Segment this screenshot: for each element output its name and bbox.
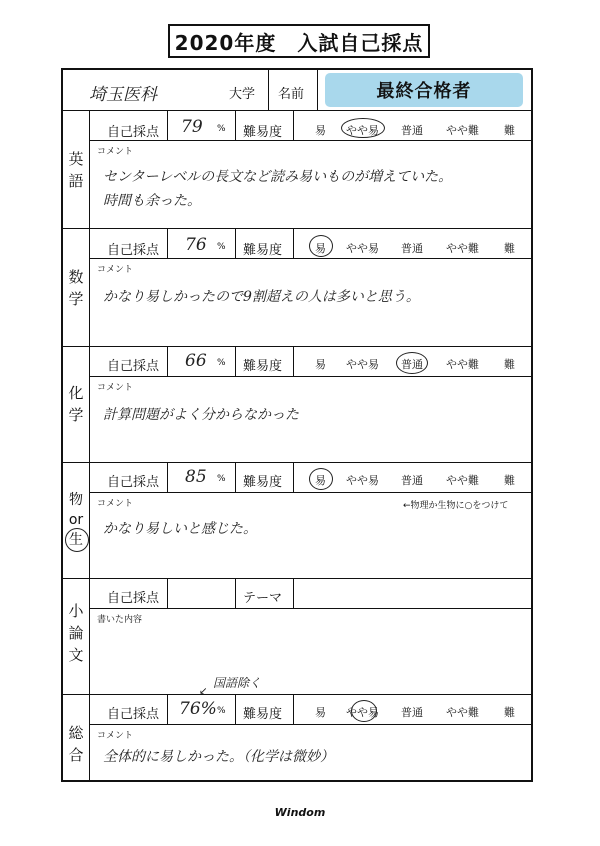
selected-circle <box>341 118 385 138</box>
difficulty-label: 難易度 <box>243 707 283 722</box>
cell-divider <box>293 228 294 258</box>
section-divider <box>63 694 531 695</box>
english-comment-2: 時間も余った。 <box>103 193 201 209</box>
percent-sign: % <box>217 124 226 134</box>
difficulty-somewhat-hard: やや難 <box>446 358 479 371</box>
cell-divider <box>167 346 168 376</box>
cell-divider <box>167 578 168 608</box>
theme-label: テーマ <box>243 591 283 606</box>
physics-or-biology-comment-1: かなり易しいと感じた。 <box>103 521 257 537</box>
cell-divider <box>293 694 294 724</box>
difficulty-somewhat-easy: やや易 <box>346 358 379 371</box>
percent-sign: % <box>217 242 226 252</box>
header-divider <box>268 70 269 110</box>
section-divider <box>63 578 531 579</box>
subject-instruction-note: ←物理か生物に○をつけて <box>403 501 509 511</box>
subject-total: 総 合 <box>68 724 84 764</box>
cell-divider <box>293 462 294 492</box>
section-divider <box>63 346 531 347</box>
difficulty-somewhat-hard: やや難 <box>446 124 479 137</box>
row-divider <box>89 608 531 609</box>
difficulty-somewhat-hard: やや難 <box>446 242 479 255</box>
subject-chemistry: 化 学 <box>68 384 84 424</box>
difficulty-easy: 易 <box>315 242 326 255</box>
cell-divider <box>235 578 236 608</box>
english-score: 79 <box>181 117 203 137</box>
subject-physics-or-biology: 物 or 生 <box>68 492 84 548</box>
biology-selected-circle <box>65 528 89 552</box>
comment-label: コメント <box>97 499 134 509</box>
difficulty-somewhat-hard: やや難 <box>446 706 479 719</box>
comment-label: コメント <box>97 265 134 275</box>
row-divider <box>89 376 531 377</box>
difficulty-easy: 易 <box>315 706 326 719</box>
difficulty-normal: 普通 <box>401 358 423 371</box>
total-comment-1: 全体的に易しかった。（化学は微妙） <box>103 749 334 765</box>
difficulty-hard: 難 <box>504 242 515 255</box>
school-name-value: 埼玉医科 <box>89 85 157 105</box>
comment-label: コメント <box>97 147 134 157</box>
english-comment-1: センターレベルの長文など読み易いものが増えていた。 <box>103 169 453 185</box>
self-score-label: 自己採点 <box>107 359 160 374</box>
annotation-arrow: ↙ <box>199 686 208 697</box>
difficulty-normal: 普通 <box>401 474 423 487</box>
section-divider <box>63 228 531 229</box>
passer-badge: 最終合格者 <box>325 73 523 107</box>
row-divider <box>89 492 531 493</box>
difficulty-somewhat-easy: やや易 <box>346 124 379 137</box>
cell-divider <box>293 578 294 608</box>
difficulty-hard: 難 <box>504 358 515 371</box>
footer-brand: Windom <box>274 806 326 819</box>
math-score: 76 <box>185 235 207 255</box>
chemistry-comment-1: 計算問題がよく分からなかった <box>103 407 299 423</box>
cell-divider <box>167 228 168 258</box>
cell-divider <box>167 462 168 492</box>
cell-divider <box>167 110 168 140</box>
university-label: 大学 <box>229 87 256 102</box>
written-content-label: 書いた内容 <box>97 615 143 625</box>
comment-label: コメント <box>97 383 134 393</box>
cell-divider <box>235 346 236 376</box>
total-score: 76% <box>179 699 217 719</box>
cell-divider <box>235 462 236 492</box>
selected-circle <box>351 700 377 722</box>
difficulty-label: 難易度 <box>243 475 283 490</box>
total-annotation: 国語除く <box>213 676 262 690</box>
difficulty-label: 難易度 <box>243 125 283 140</box>
cell-divider <box>293 110 294 140</box>
row-divider <box>63 110 531 111</box>
section-divider <box>63 462 531 463</box>
difficulty-label: 難易度 <box>243 359 283 374</box>
subject-math: 数 学 <box>68 268 84 308</box>
difficulty-somewhat-hard: やや難 <box>446 474 479 487</box>
cell-divider <box>235 228 236 258</box>
percent-sign: % <box>217 358 226 368</box>
difficulty-hard: 難 <box>504 474 515 487</box>
selected-circle <box>396 352 428 374</box>
self-score-label: 自己採点 <box>107 243 160 258</box>
percent-sign: % <box>217 706 226 716</box>
cell-divider <box>235 694 236 724</box>
percent-sign: % <box>217 474 226 484</box>
selected-circle <box>309 468 333 490</box>
subject-column-divider <box>89 110 90 780</box>
difficulty-easy: 易 <box>315 474 326 487</box>
difficulty-hard: 難 <box>504 706 515 719</box>
difficulty-hard: 難 <box>504 124 515 137</box>
selected-circle <box>309 235 333 257</box>
cell-divider <box>167 694 168 724</box>
subject-essay: 小 論 文 <box>68 602 84 664</box>
difficulty-normal: 普通 <box>401 242 423 255</box>
score-sheet <box>61 68 533 782</box>
difficulty-somewhat-easy: やや易 <box>346 474 379 487</box>
page-title: 2020年度 入試自己採点 <box>168 24 430 58</box>
cell-divider <box>235 110 236 140</box>
physics-or-biology-score: 85 <box>185 467 207 487</box>
header-divider <box>317 70 318 110</box>
row-divider <box>89 724 531 725</box>
self-score-label: 自己採点 <box>107 591 160 606</box>
difficulty-normal: 普通 <box>401 124 423 137</box>
self-score-label: 自己採点 <box>107 125 160 140</box>
difficulty-somewhat-easy: やや易 <box>346 242 379 255</box>
difficulty-normal: 普通 <box>401 706 423 719</box>
self-score-label: 自己採点 <box>107 475 160 490</box>
self-score-label: 自己採点 <box>107 707 160 722</box>
cell-divider <box>293 346 294 376</box>
row-divider <box>89 140 531 141</box>
subject-english: 英 語 <box>68 150 84 190</box>
difficulty-easy: 易 <box>315 358 326 371</box>
difficulty-label: 難易度 <box>243 243 283 258</box>
difficulty-easy: 易 <box>315 124 326 137</box>
chemistry-score: 66 <box>185 351 207 371</box>
name-label: 名前 <box>278 87 305 102</box>
math-comment-1: かなり易しかったので9割超えの人は多いと思う。 <box>103 289 420 305</box>
row-divider <box>89 258 531 259</box>
comment-label: コメント <box>97 731 134 741</box>
difficulty-somewhat-easy: やや易 <box>346 706 379 719</box>
